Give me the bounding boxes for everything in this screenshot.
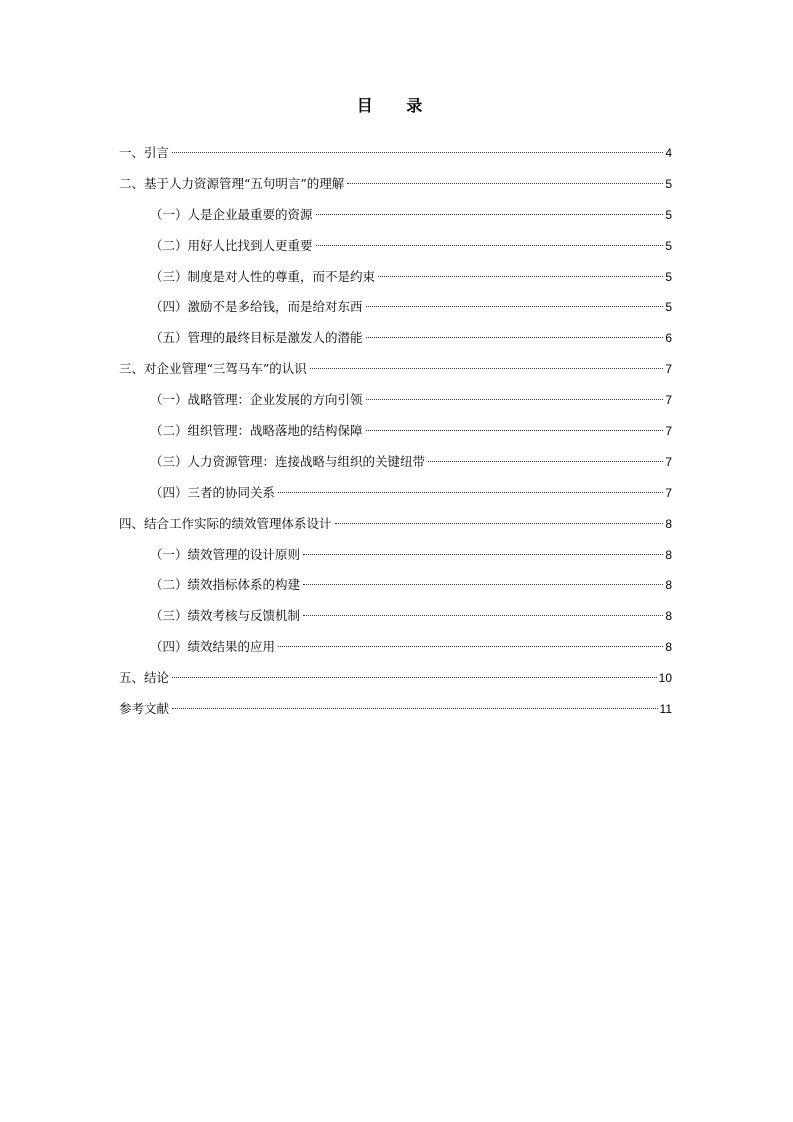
dot-leader [428, 460, 663, 462]
toc-entry[interactable] [119, 545, 672, 576]
dot-leader [335, 522, 664, 524]
toc-entry[interactable] [119, 452, 672, 483]
toc-page-number: 5 [665, 176, 672, 191]
toc-page-number: 5 [665, 269, 672, 284]
toc-entry-text: （四）绩效结果的应用 [150, 639, 276, 655]
toc-entry[interactable] [119, 205, 672, 236]
toc-entry[interactable] [119, 174, 672, 205]
toc-entry[interactable] [119, 328, 672, 359]
toc-entry-text: （四）激励不是多给钱，而是给对东西 [150, 299, 363, 315]
dot-leader [278, 491, 663, 493]
toc-page-number: 5 [665, 207, 672, 222]
toc-page-number: 8 [665, 640, 672, 655]
dot-leader [172, 151, 663, 153]
toc-entry[interactable] [119, 606, 672, 637]
toc-entry-text: 四、结合工作实际的绩效管理体系设计 [119, 515, 332, 531]
dot-leader [316, 213, 664, 215]
toc-page-number: 7 [665, 424, 672, 439]
toc-entry-text: （五）管理的最终目标是激发人的潜能 [150, 330, 363, 346]
toc-entry[interactable] [119, 297, 672, 328]
toc-entry-text: （三）制度是对人性的尊重，而不是约束 [150, 268, 376, 284]
toc-entry-text: 二、基于人力资源管理“五句明言”的理解 [119, 175, 345, 191]
toc-entry[interactable] [119, 483, 672, 514]
dot-leader [303, 553, 663, 555]
dot-leader [303, 583, 663, 585]
toc-entry-text: 参考文献 [119, 701, 170, 717]
toc-entry-text: 三、对企业管理“三驾马车”的认识 [119, 361, 307, 377]
toc-entry-text: （三）人力资源管理：连接战略与组织的关键纽带 [150, 453, 426, 469]
dot-leader [310, 367, 664, 369]
table-of-contents [119, 143, 672, 730]
toc-page-number: 10 [658, 671, 672, 686]
toc-entry[interactable] [119, 143, 672, 174]
dot-leader [316, 244, 664, 246]
toc-entry[interactable] [119, 359, 672, 390]
dot-leader [172, 676, 657, 678]
dot-leader [378, 275, 663, 277]
toc-page-number: 8 [665, 547, 672, 562]
toc-page-number: 4 [665, 146, 672, 160]
toc-title: 目 录 [356, 96, 437, 115]
dot-leader [172, 707, 658, 709]
toc-entry-text: （一）人是企业最重要的资源 [150, 206, 313, 222]
toc-page-number: 6 [665, 331, 672, 346]
toc-page-number: 5 [665, 238, 672, 253]
toc-page-number: 7 [665, 362, 672, 377]
toc-entry-text: （二）组织管理：战略落地的结构保障 [150, 423, 363, 439]
dot-leader [303, 614, 663, 616]
toc-page-number: 8 [665, 578, 672, 593]
toc-entry-text: （一）战略管理：企业发展的方向引领 [150, 392, 363, 408]
toc-entry-text: 五、结论 [119, 670, 170, 686]
toc-entry[interactable] [119, 421, 672, 452]
toc-entry[interactable] [119, 637, 672, 668]
dot-leader [366, 305, 664, 307]
toc-entry-text: 一、引言 [119, 145, 170, 160]
dot-leader [366, 336, 664, 338]
dot-leader [278, 645, 663, 647]
toc-entry-text: （一）绩效管理的设计原则 [150, 546, 301, 562]
dot-leader [347, 182, 663, 184]
toc-page-number: 8 [665, 609, 672, 624]
toc-entry[interactable] [119, 514, 672, 545]
toc-page-number: 5 [665, 300, 672, 315]
toc-page-number: 7 [665, 454, 672, 469]
toc-entry[interactable] [119, 575, 672, 606]
toc-page-number: 7 [665, 485, 672, 500]
toc-entry-text: （三）绩效考核与反馈机制 [150, 608, 301, 624]
toc-entry[interactable] [119, 390, 672, 421]
toc-page-number: 8 [665, 516, 672, 531]
toc-entry-text: （四）三者的协同关系 [150, 484, 276, 500]
toc-entry-text: （二）绩效指标体系的构建 [150, 577, 301, 593]
toc-entry-text: （二）用好人比找到人更重要 [150, 237, 313, 253]
toc-entry[interactable] [119, 267, 672, 298]
toc-page-number: 7 [665, 393, 672, 408]
dot-leader [366, 429, 664, 431]
toc-page-number: 11 [659, 702, 672, 717]
dot-leader [366, 398, 664, 400]
toc-entry[interactable] [119, 699, 672, 730]
toc-entry[interactable] [119, 236, 672, 267]
toc-entry[interactable] [119, 668, 672, 699]
